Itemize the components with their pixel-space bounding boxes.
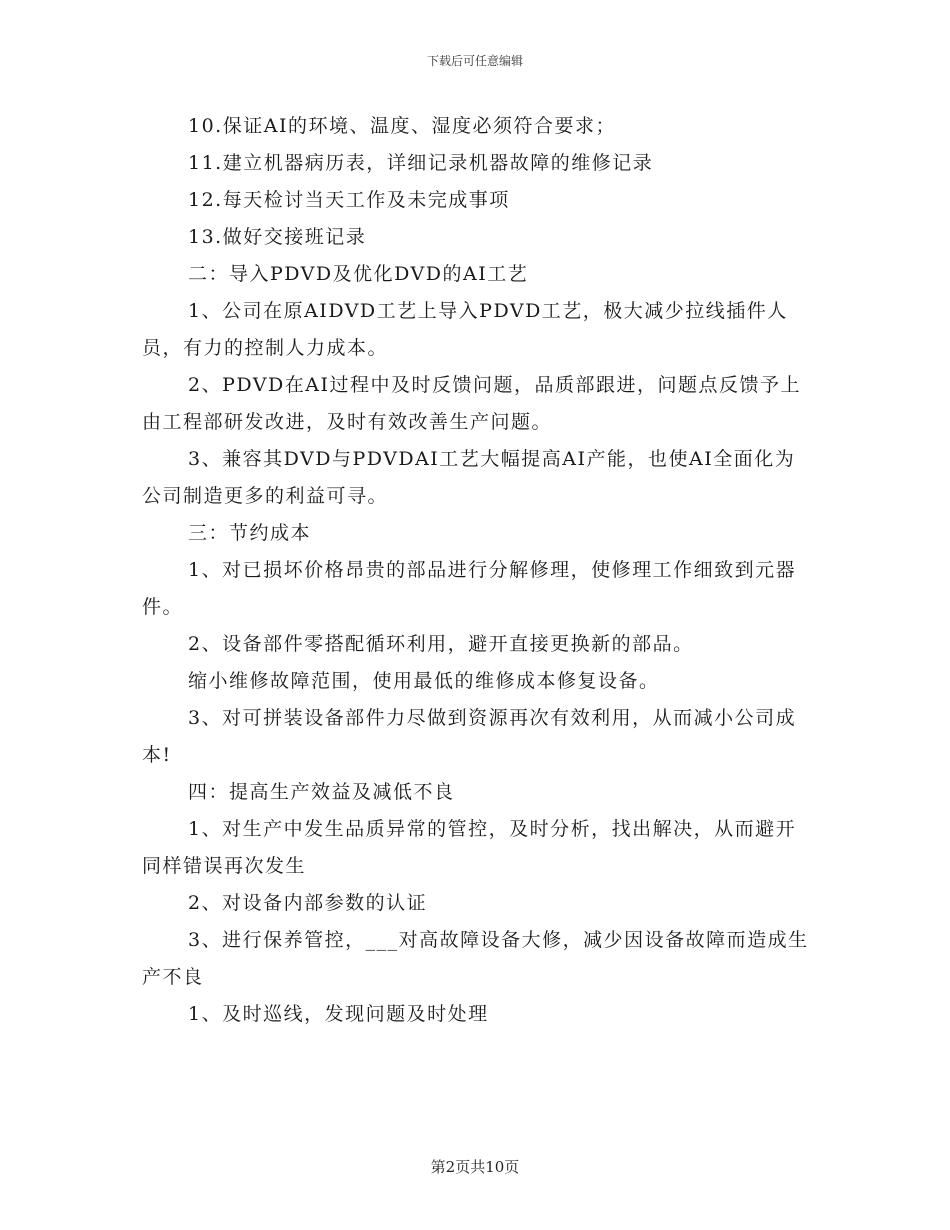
paragraph: 2、PDVD在AI过程中及时反馈问题，品质部跟进，问题点反馈予上由工程部研发改进，及时有效改善生产问题。: [142, 374, 801, 433]
section-heading: 四：提高生产效益及减低不良: [188, 781, 455, 803]
paragraph: 1、对已损坏价格昂贵的部品进行分解修理，使修理工作细致到元器件。: [142, 559, 797, 618]
document-body: [142, 108, 810, 1033]
page-header: 下载后可任意编辑: [426, 54, 523, 68]
paragraph: 1、对生产中发生品质异常的管控，及时分析，找出解决，从而避开同样错误再次发生: [142, 818, 797, 877]
section-heading: 三：节约成本: [188, 522, 312, 544]
paragraph: 11.建立机器病历表，详细记录机器故障的维修记录: [188, 152, 654, 174]
paragraph: 3、对可拼装设备部件力尽做到资源再次有效利用，从而减小公司成本!: [142, 707, 797, 766]
paragraph: 2、对设备内部参数的认证: [188, 892, 428, 914]
paragraph: 12.每天检讨当天工作及未完成事项: [188, 189, 510, 211]
paragraph: 1、公司在原AIDVD工艺上导入PDVD工艺，极大减少拉线插件人员，有力的控制人力成本。: [142, 300, 788, 359]
paragraph: 缩小维修故障范围，使用最低的维修成本修复设备。: [188, 670, 660, 692]
section-heading: 二：导入PDVD及优化DVD的AI工艺: [188, 263, 529, 285]
paragraph: 3、进行保养管控，___对高故障设备大修，减少因设备故障而造成生产不良: [142, 929, 809, 988]
page-footer: 第2页共10页: [430, 1158, 520, 1176]
paragraph: 1、及时巡线，发现问题及时处理: [188, 1003, 489, 1025]
paragraph: 2、设备部件零搭配循环利用，避开直接更换新的部品。: [188, 633, 694, 655]
paragraph: 10.保证AI的环境、温度、湿度必须符合要求；: [188, 115, 616, 137]
paragraph: 13.做好交接班记录: [188, 226, 367, 248]
paragraph: 3、兼容其DVD与PDVDAI工艺大幅提高AI产能，也使AI全面化为公司制造更多的利益可寻。: [142, 448, 796, 507]
